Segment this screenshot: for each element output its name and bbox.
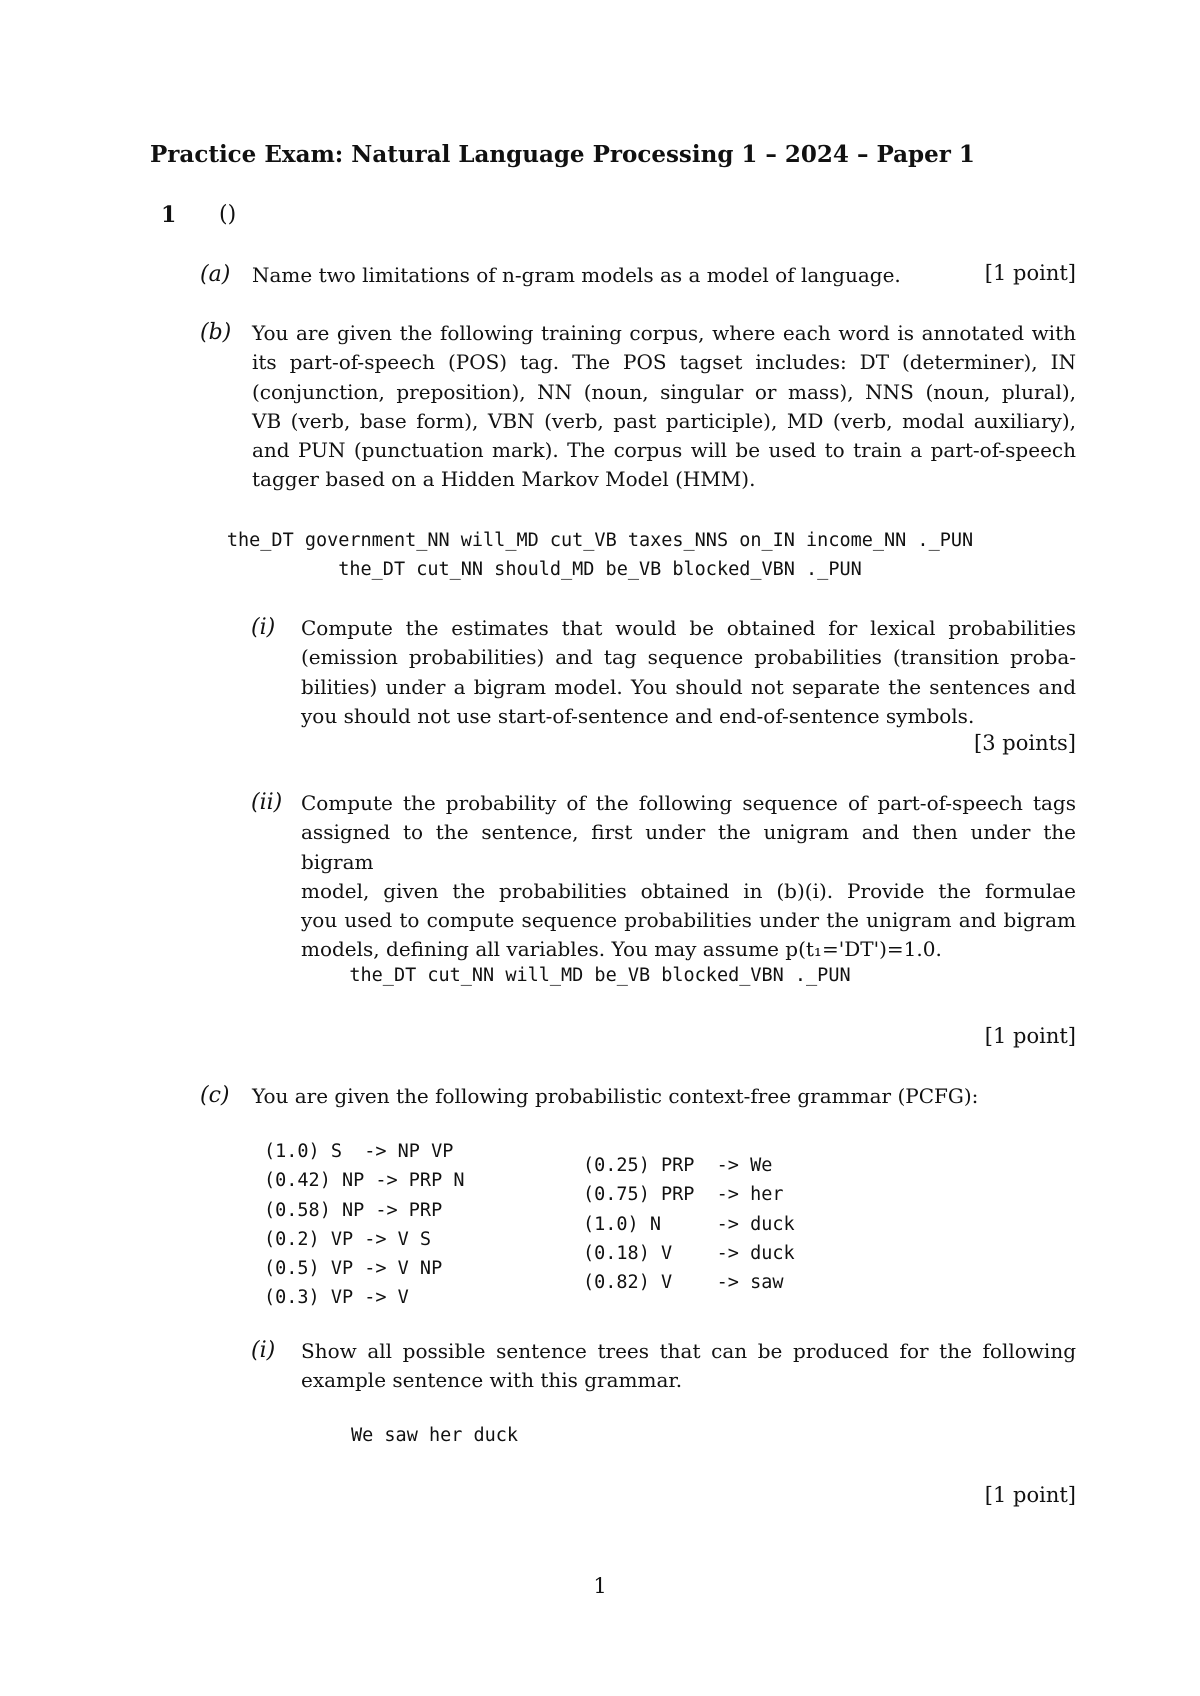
grammar-rule: (0.42) NP -> PRP N <box>264 1170 465 1192</box>
part-b-line: and PUN (punctuation mark). The corpus will be used to train a part-of-speech <box>252 438 1076 463</box>
part-b-i-text <box>301 614 1076 731</box>
corpus-sentence-1: the_DT government_NN will_MD cut_VB taxes_NNS on_IN income_NN ._PUN <box>226 530 974 551</box>
grammar-rule: (0.58) NP -> PRP <box>264 1199 443 1221</box>
part-b-line: You are given the following training corpus, where each word is annotated with <box>252 321 1076 345</box>
part-b-i-line: (emission probabilities) and tag sequence probabilities (transition proba- <box>301 645 1076 670</box>
part-c-i-line: example sentence with this grammar. <box>301 1368 683 1393</box>
part-b-i-points: [3 points] <box>974 731 1076 755</box>
part-b-text <box>252 319 1076 495</box>
part-b-label: (b) <box>200 320 232 345</box>
part-b-line: (conjunction, preposition), NN (noun, singular or mass), NNS (noun, plural), <box>252 379 1076 404</box>
part-b-i-line: bilities) under a bigram model. You should not separate the sentences and <box>301 674 1076 699</box>
part-b-ii-points: [1 point] <box>984 1024 1076 1048</box>
grammar-rule: (0.3) VP -> V <box>264 1287 409 1309</box>
grammar-rules-left <box>264 1137 464 1313</box>
grammar-rules-right <box>583 1151 795 1297</box>
part-b-ii-text <box>301 789 1076 965</box>
part-b-ii-line: models, defining all variables. You may assume p(t₁='DT')=1.0. <box>301 937 942 962</box>
part-c-i-text <box>301 1337 1076 1396</box>
question-number: 1 <box>161 202 177 228</box>
grammar-rule: (1.0) N -> duck <box>583 1213 795 1235</box>
part-a-text: Name two limitations of n-gram models as a model of language. <box>252 263 901 287</box>
example-sentence: We saw her duck <box>351 1425 519 1446</box>
part-b-ii-line: assigned to the sentence, first under the unigram and then under the bigram <box>301 820 1076 874</box>
part-c-i-label: (i) <box>251 1338 276 1363</box>
part-c-i-points: [1 point] <box>984 1483 1076 1507</box>
grammar-rule: (0.18) V -> duck <box>583 1242 795 1264</box>
grammar-rule: (0.5) VP -> V NP <box>264 1258 443 1280</box>
page-number: 1 <box>593 1574 607 1598</box>
part-b-i-line: Compute the estimates that would be obtained for lexical probabilities <box>301 616 1076 640</box>
grammar-rule: (0.2) VP -> V S <box>264 1228 432 1250</box>
part-c-text: You are given the following probabilistic context-free grammar (PCFG): <box>252 1084 979 1108</box>
part-b-line: VB (verb, base form), VBN (verb, past participle), MD (verb, modal auxiliary), <box>252 408 1076 433</box>
part-b-ii-line: Compute the probability of the following sequence of part-of-speech tags <box>301 791 1076 815</box>
page-title: Practice Exam: Natural Language Processing 1 – 2024 – Paper 1 <box>150 141 975 168</box>
part-c-i-line: Show all possible sentence trees that can be produced for the following <box>301 1339 1076 1363</box>
part-b-ii-label: (ii) <box>251 790 283 815</box>
grammar-rule: (0.25) PRP -> We <box>583 1155 773 1176</box>
grammar-rule: (0.75) PRP -> her <box>583 1184 784 1206</box>
tag-sequence: the_DT cut_NN will_MD be_VB blocked_VBN ._PUN <box>349 965 851 986</box>
corpus-sentence-2: the_DT cut_NN should_MD be_VB blocked_VBN ._PUN <box>338 559 862 580</box>
grammar-rule: (1.0) S -> NP VP <box>264 1141 454 1162</box>
part-b-line: tagger based on a Hidden Markov Model (HMM). <box>252 467 756 492</box>
grammar-rule: (0.82) V -> saw <box>583 1272 784 1294</box>
part-b-ii-line: you used to compute sequence probabilities under the unigram and bigram <box>301 908 1076 933</box>
part-b-line: its part-of-speech (POS) tag. The POS tagset includes: DT (determiner), IN <box>252 350 1076 375</box>
part-b-i-line: you should not use start-of-sentence and end-of-sentence symbols. <box>301 703 975 728</box>
part-b-i-label: (i) <box>251 615 276 640</box>
part-c-label: (c) <box>200 1083 230 1108</box>
question-topic: () <box>219 202 237 227</box>
part-b-ii-line: model, given the probabilities obtained in (b)(i). Provide the formulae <box>301 878 1076 903</box>
part-a-label: (a) <box>200 262 231 287</box>
part-a-points: [1 point] <box>984 261 1076 285</box>
